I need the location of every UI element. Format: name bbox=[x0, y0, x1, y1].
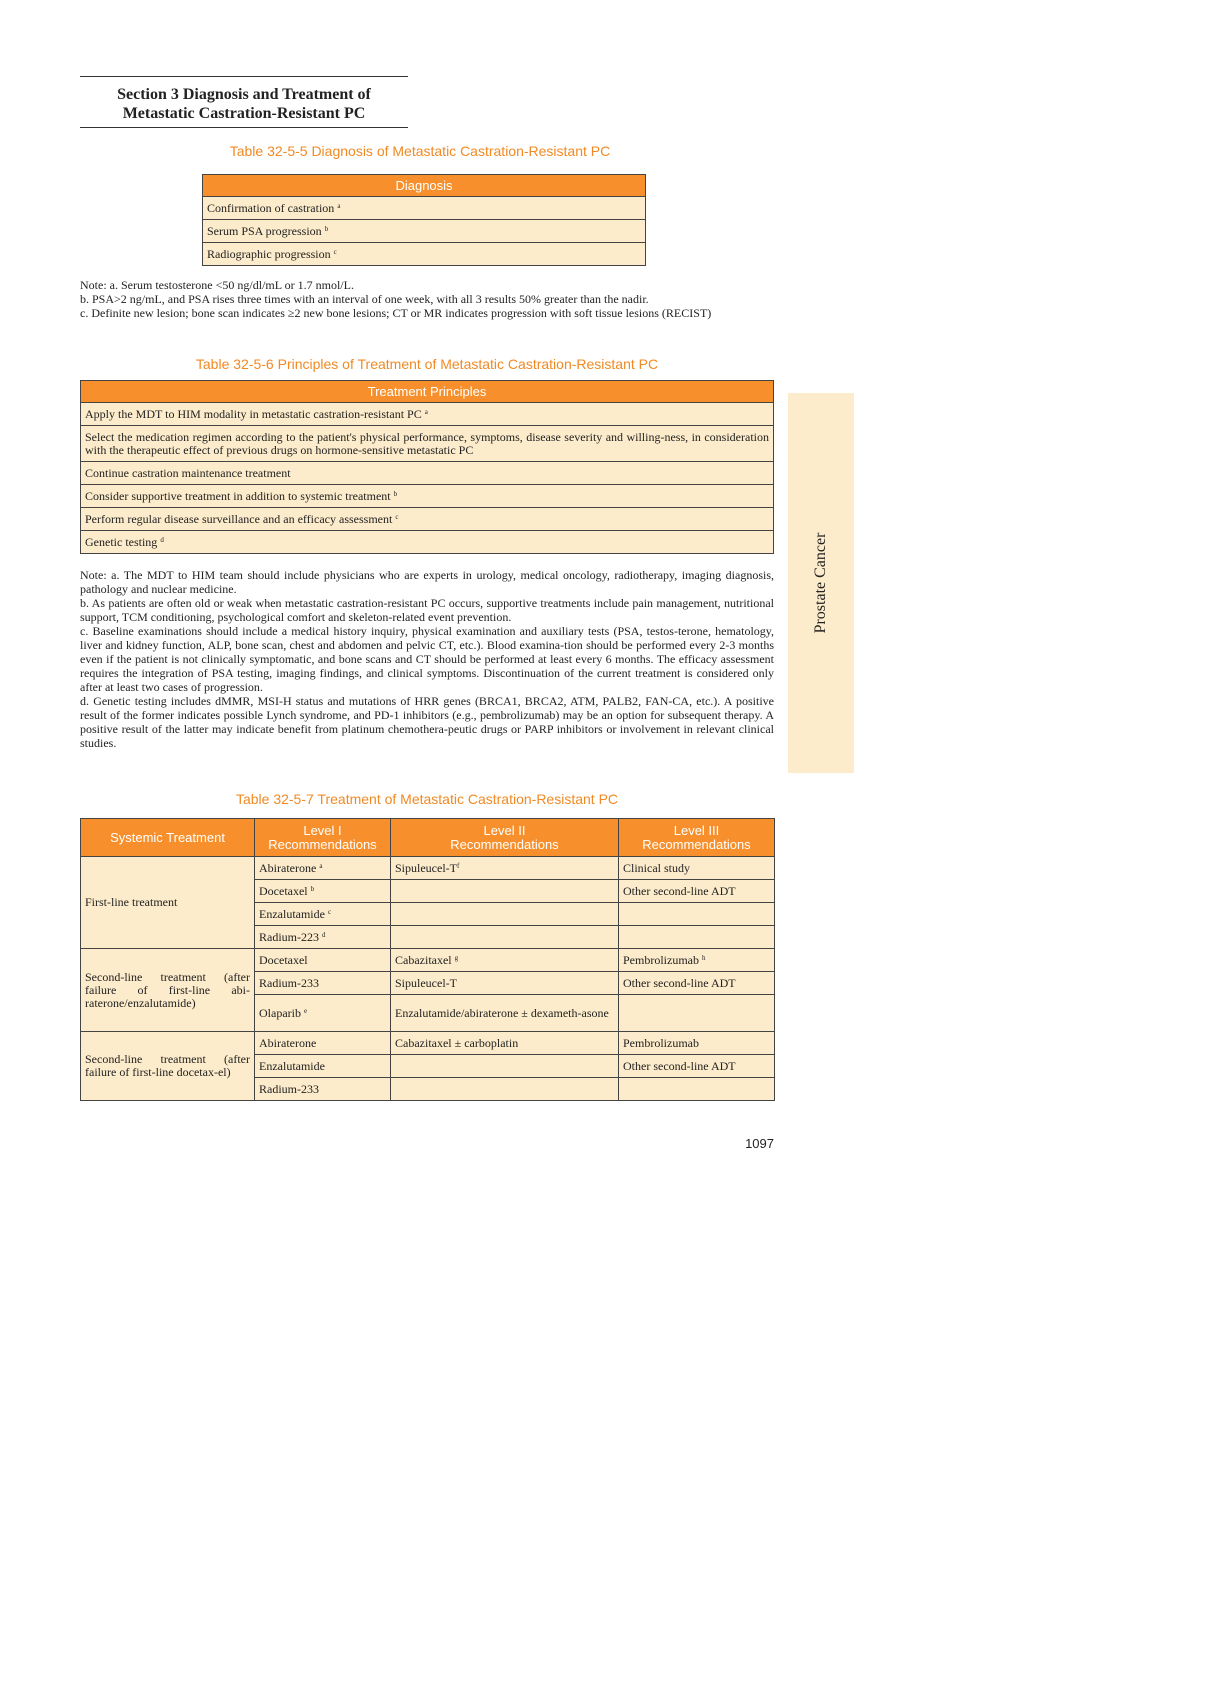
table-5-title: Table 32-5-5 Diagnosis of Metastatic Castration-Resistant PC bbox=[229, 143, 611, 159]
level-2-cell: Cabazitaxel ± carboplatin bbox=[391, 1032, 619, 1055]
note-paragraph: c. Baseline examinations should include a medical history inquiry, physical examination and auxiliary tests (PSA, testos-terone, hematology, liver and kidney function, ALP, bone scan, chest and abdomen and pelvic CT, etc.). Blood examina-tion should be performed every 2-3 months even if the patient is not clinically symptomatic, and bone scans and CT should be performed at least every 6 months. The efficacy assessment requires the integration of PSA testing, imaging findings, and clinical symptoms. Discontinuation of the current treatment is considered only after at least two cases of progression. bbox=[80, 624, 774, 694]
section-heading-line-1: Section 3 Diagnosis and Treatment of bbox=[117, 86, 371, 103]
level-2-cell bbox=[391, 880, 619, 903]
table-row bbox=[81, 531, 774, 554]
table-5-notes bbox=[80, 278, 774, 320]
cell-text: Perform regular disease surveillance and an efficacy assessment bbox=[85, 511, 393, 526]
cell-text: Genetic testing bbox=[85, 534, 158, 549]
level-1-cell: Olaparib $^e$ bbox=[255, 995, 391, 1032]
principles-header: Treatment Principles bbox=[81, 381, 774, 403]
page-number: 1097 bbox=[745, 1136, 774, 1151]
table-row bbox=[81, 1032, 775, 1055]
note-paragraph: Note: a. The MDT to HIM team should include physicians who are experts in urology, medical oncology, radiotherapy, imaging diagnosis, pathology and nuclear medicine. bbox=[80, 568, 774, 596]
table-row bbox=[203, 197, 646, 220]
note-paragraph: b. As patients are often old or weak when metastatic castration-resistant PC occurs, supportive treatments include pain management, nutritional support, TCM conditioning, psychological comfort and skeleton-related event prevention. bbox=[80, 596, 774, 624]
note-paragraph: c. Definite new lesion; bone scan indicates ≥2 new bone lesions; CT or MR indicates progression with soft tissue lesions (RECIST) bbox=[80, 306, 712, 320]
section-heading-line-2: Metastatic Castration-Resistant PC bbox=[122, 105, 366, 122]
level-2-cell bbox=[391, 926, 619, 949]
table-row bbox=[81, 462, 774, 485]
footnote-marker: a bbox=[337, 201, 341, 210]
table-6-notes bbox=[80, 568, 774, 750]
note-paragraph: Note: a. Serum testosterone <50 ng/dl/mL or 1.7 nmol/L. bbox=[80, 278, 354, 292]
level-1-cell: Docetaxel $^b$ bbox=[255, 880, 391, 903]
level-2-cell: Sipuleucel-T bbox=[391, 972, 619, 995]
footnote-marker: c bbox=[395, 512, 399, 521]
treatment-principles-table bbox=[80, 380, 774, 554]
cell-text: Continue castration maintenance treatment bbox=[85, 465, 291, 480]
level-3-cell: Other second-line ADT bbox=[619, 972, 775, 995]
level-1-cell: Radium-223 $^d$ bbox=[255, 926, 391, 949]
level-2-cell bbox=[391, 903, 619, 926]
diagnosis-table bbox=[202, 174, 646, 266]
table-row bbox=[81, 403, 774, 426]
footnote-marker: c bbox=[333, 247, 337, 256]
chapter-side-tab bbox=[788, 393, 854, 773]
table-row bbox=[203, 243, 646, 266]
level-1-cell: Abiraterone $^a$ bbox=[255, 857, 391, 880]
table-row bbox=[203, 220, 646, 243]
principle-cell bbox=[81, 531, 774, 554]
note-paragraph: d. Genetic testing includes dMMR, MSI-H status and mutations of HRR genes (BRCA1, BRCA2, ATM, PALB2, FAN-CA, etc.). A positive result of the former indicates possible Lynch syndrome, and PD-1 inhibitors (e.g., pembrolizumab) may be an option for subsequent therapy. A positive result of the latter may indicate benefit from platinum chemothera-peutic drugs or PARP inhibitors or involvement in relevant clinical studies. bbox=[80, 694, 774, 750]
cell-text: Select the medication regimen according to the patient's physical performance, symptoms, disease severity and willing-ness, in consideration with the therapeutic effect of previous drugs on hormone-sensitive metastatic PC bbox=[85, 429, 769, 457]
level-1-cell: Docetaxel bbox=[255, 949, 391, 972]
footnote-marker: a bbox=[424, 407, 428, 416]
treatment-table bbox=[80, 818, 775, 1101]
footnote-marker: b bbox=[324, 224, 329, 233]
table-7-title: Table 32-5-7 Treatment of Metastatic Castration-Resistant PC bbox=[235, 791, 619, 807]
table-row bbox=[81, 485, 774, 508]
table-6-title: Table 32-5-6 Principles of Treatment of Metastatic Castration-Resistant PC bbox=[195, 356, 659, 372]
level-3-cell: Pembrolizumab $^h$ bbox=[619, 949, 775, 972]
level-3-cell: Other second-line ADT bbox=[619, 1055, 775, 1078]
level-3-cell: Clinical study bbox=[619, 857, 775, 880]
level-2-cell: Sipuleucel-$T^f$ bbox=[391, 857, 619, 880]
level-1-cell: Enzalutamide $^c$ bbox=[255, 903, 391, 926]
group-label-second-line-abiraterone: Second-line treatment (after failure of first-line abi-raterone/enzalutamide) bbox=[81, 949, 255, 1032]
section-heading bbox=[80, 76, 408, 128]
group-label-first-line: First-line treatment bbox=[81, 857, 255, 949]
level-3-cell bbox=[619, 995, 775, 1032]
cell-text: Radiographic progression bbox=[207, 246, 331, 261]
header-level-3: Level III Recommendations bbox=[619, 819, 775, 857]
level-3-cell bbox=[619, 926, 775, 949]
principle-cell bbox=[81, 403, 774, 426]
level-1-cell: Radium-233 bbox=[255, 972, 391, 995]
diagnosis-header: Diagnosis bbox=[203, 175, 646, 197]
level-2-cell bbox=[391, 1078, 619, 1101]
note-paragraph: b. PSA>2 ng/mL, and PSA rises three times with an interval of one week, with all 3 results 50% greater than the nadir. bbox=[80, 292, 649, 306]
chapter-side-tab-label: Prostate Cancer bbox=[812, 532, 829, 634]
group-label-second-line-docetaxel: Second-line treatment (after failure of first-line docetax-el) bbox=[81, 1032, 255, 1101]
header-systemic-treatment: Systemic Treatment bbox=[81, 819, 255, 857]
level-1-cell: Enzalutamide bbox=[255, 1055, 391, 1078]
level-3-cell: Pembrolizumab bbox=[619, 1032, 775, 1055]
diagnosis-cell bbox=[203, 220, 646, 243]
header-level-1: Level I Recommendations bbox=[255, 819, 391, 857]
diagnosis-cell bbox=[203, 243, 646, 266]
principle-cell bbox=[81, 462, 774, 485]
level-2-cell: Cabazitaxel $^g$ bbox=[391, 949, 619, 972]
cell-text: Serum PSA progression bbox=[207, 223, 322, 238]
level-3-cell bbox=[619, 1078, 775, 1101]
principle-cell bbox=[81, 426, 774, 462]
diagnosis-cell bbox=[203, 197, 646, 220]
level-1-cell: Radium-233 bbox=[255, 1078, 391, 1101]
level-2-cell bbox=[391, 1055, 619, 1078]
cell-text: Confirmation of castration bbox=[207, 200, 335, 215]
footnote-marker: d bbox=[160, 535, 164, 544]
table-row bbox=[81, 857, 775, 880]
level-2-cell: Enzalutamide/abiraterone ± dexameth-asone bbox=[391, 995, 619, 1032]
level-3-cell: Other second-line ADT bbox=[619, 880, 775, 903]
table-row bbox=[81, 426, 774, 462]
level-3-cell bbox=[619, 903, 775, 926]
header-level-2: Level II Recommendations bbox=[391, 819, 619, 857]
level-1-cell: Abiraterone bbox=[255, 1032, 391, 1055]
cell-text: Apply the MDT to HIM modality in metastatic castration-resistant PC bbox=[85, 406, 422, 421]
principle-cell bbox=[81, 485, 774, 508]
footnote-marker: b bbox=[393, 489, 398, 498]
table-row bbox=[81, 949, 775, 972]
table-row bbox=[81, 508, 774, 531]
cell-text: Consider supportive treatment in addition to systemic treatment bbox=[85, 488, 391, 503]
principle-cell bbox=[81, 508, 774, 531]
